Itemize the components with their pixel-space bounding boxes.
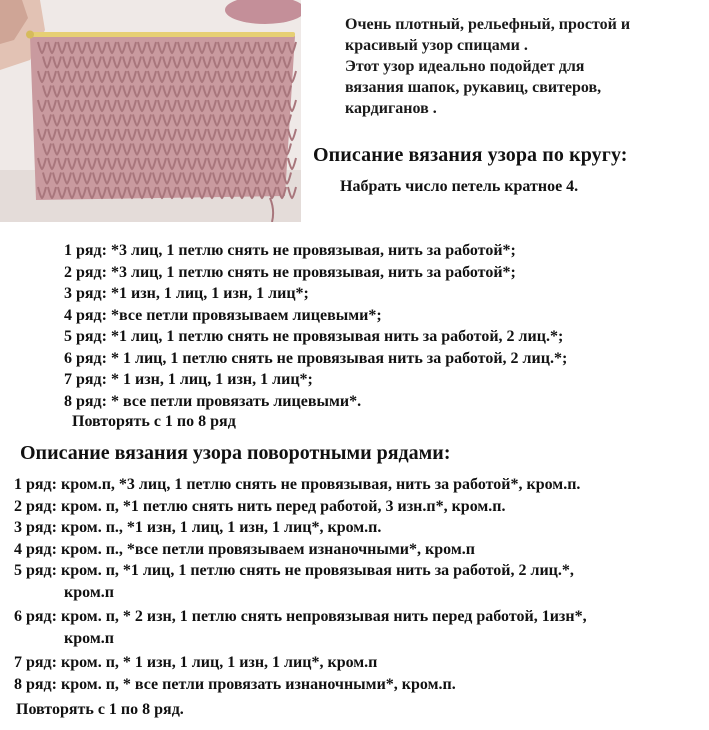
- round-rows-list: [64, 240, 567, 412]
- intro-line: кардиганов .: [345, 100, 437, 117]
- intro-line: Очень плотный, рельефный, простой и: [345, 16, 631, 33]
- cast-on-instruction: Набрать число петель кратное 4.: [340, 178, 579, 195]
- flat-row-continuation: кром.п: [64, 629, 114, 647]
- intro-line: красивый узор спицами .: [345, 37, 528, 54]
- flat-repeat-note: Повторять с 1 по 8 ряд.: [16, 701, 184, 718]
- knitted-swatch-image: [0, 0, 301, 222]
- flat-rows-list: [14, 474, 704, 695]
- round-row: 6 ряд: * 1 лиц, 1 петлю снять не провязывая нить за работой, 2 лиц.*;: [64, 349, 568, 367]
- flat-row: 2 ряд: кром. п, *1 петлю снять нить перед работой, 3 изн.п*, кром.п.: [14, 497, 506, 515]
- round-row: 1 ряд: *3 лиц, 1 петлю снять не провязывая, нить за работой*;: [64, 242, 516, 259]
- flat-row: 5 ряд: кром. п, *1 лиц, 1 петлю снять не провязывая нить за работой, 2 лиц.*,: [14, 562, 574, 579]
- round-repeat-note: Повторять с 1 по 8 ряд: [72, 413, 236, 430]
- round-row: 8 ряд: * все петли провязать лицевыми*.: [64, 392, 362, 410]
- round-row: 5 ряд: *1 лиц, 1 петлю снять не провязывая нить за работой, 2 лиц.*;: [64, 328, 564, 345]
- round-row: 3 ряд: *1 изн, 1 лиц, 1 изн, 1 лиц*;: [64, 285, 309, 302]
- flat-row: 1 ряд: кром.п, *3 лиц, 1 петлю снять не провязывая, нить за работой*, кром.п.: [14, 476, 581, 493]
- intro-line: вязания шапок, рукавиц, свитеров,: [345, 79, 602, 96]
- flat-row: 8 ряд: кром. п, * все петли провязать изнаночными*, кром.п.: [14, 675, 456, 693]
- round-row: 4 ряд: *все петли провязываем лицевыми*;: [64, 306, 382, 324]
- flat-row: 4 ряд: кром. п., *все петли провязываем изнаночными*, кром.п: [14, 540, 475, 558]
- intro-line: Этот узор идеально подойдет для: [345, 58, 585, 75]
- flat-row: 6 ряд: кром. п, * 2 изн, 1 петлю снять непровязывая нить перед работой, 1изн*,: [14, 608, 587, 625]
- intro-text: [345, 14, 700, 119]
- round-row: 2 ряд: *3 лиц, 1 петлю снять не провязывая, нить за работой*;: [64, 263, 516, 281]
- round-section-title: Описание вязания узора по кругу:: [313, 144, 628, 166]
- flat-row: 7 ряд: кром. п, * 1 изн, 1 лиц, 1 изн, 1 лиц*, кром.п: [14, 654, 378, 671]
- flat-row-continuation: кром.п: [64, 583, 114, 601]
- knitting-photo: [0, 0, 301, 222]
- flat-section-title: Описание вязания узора поворотными рядами:: [20, 442, 451, 464]
- round-row: 7 ряд: * 1 изн, 1 лиц, 1 изн, 1 лиц*;: [64, 371, 313, 388]
- flat-row: 3 ряд: кром. п., *1 изн, 1 лиц, 1 изн, 1 лиц*, кром.п.: [14, 519, 382, 536]
